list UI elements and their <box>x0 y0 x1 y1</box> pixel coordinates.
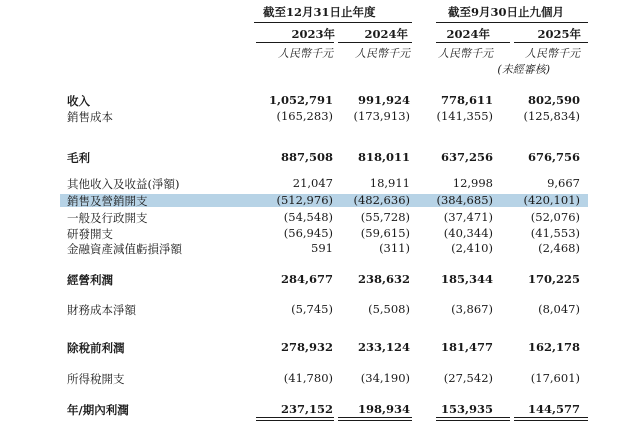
row-value: (27,542) <box>443 371 493 385</box>
row-value: (2,410) <box>451 241 493 255</box>
total-double-underline-2a <box>338 417 412 418</box>
year-2025: 2025年 <box>537 27 581 41</box>
row-value: 284,677 <box>280 272 333 286</box>
row-value: 170,225 <box>527 272 580 286</box>
row-value: (40,344) <box>443 226 493 240</box>
row-value: (5,508) <box>368 302 410 316</box>
unaudited-note: (未經審核) <box>497 63 550 76</box>
total-double-underline-4a <box>514 417 588 418</box>
row-label: 財務成本淨額 <box>67 303 136 317</box>
row-value: 198,934 <box>357 402 410 416</box>
row-value: 887,508 <box>280 150 333 164</box>
total-double-underline-1a <box>256 417 334 418</box>
row-value: (311) <box>379 241 410 255</box>
row-label: 收入 <box>67 94 90 108</box>
row-value: (420,101) <box>523 193 580 207</box>
row-label: 所得稅開支 <box>67 372 125 386</box>
row-value: 802,590 <box>527 93 580 107</box>
total-double-underline-4b <box>514 420 588 421</box>
row-label: 經營利潤 <box>67 273 113 287</box>
row-value: 9,667 <box>547 176 580 190</box>
year-2024-annual: 2024年 <box>364 27 408 41</box>
row-value: (482,636) <box>353 193 410 207</box>
row-value: (34,190) <box>360 371 410 385</box>
header-underline-nine-months <box>436 22 588 23</box>
row-value: 144,577 <box>527 402 580 416</box>
row-value: 237,152 <box>280 402 333 416</box>
total-double-underline-3a <box>436 417 510 418</box>
period-header-annual: 截至12月31日止年度 <box>263 5 376 19</box>
row-value: (37,471) <box>443 210 493 224</box>
year-underline-3 <box>436 42 510 43</box>
row-value: 162,178 <box>527 340 580 354</box>
total-double-underline-1b <box>256 420 334 421</box>
total-double-underline-2b <box>338 420 412 421</box>
row-value: 12,998 <box>452 176 493 190</box>
row-value: 21,047 <box>292 176 333 190</box>
row-value: (384,685) <box>436 193 493 207</box>
total-double-underline-3b <box>436 420 510 421</box>
row-value: (141,355) <box>436 109 493 123</box>
row-label: 金融資產減值虧損淨額 <box>67 242 182 256</box>
row-label: 研發開支 <box>67 227 113 241</box>
row-value: (54,548) <box>283 210 333 224</box>
row-label: 一般及行政開支 <box>67 211 148 225</box>
row-value: 181,477 <box>440 340 493 354</box>
row-value: (17,601) <box>530 371 580 385</box>
unit-2025: 人民幣千元 <box>525 47 580 60</box>
row-value: 591 <box>311 241 333 255</box>
year-2023: 2023年 <box>291 27 335 41</box>
year-underline-4 <box>514 42 588 43</box>
year-underline-2 <box>338 42 412 43</box>
row-value: (41,780) <box>283 371 333 385</box>
row-value: 991,924 <box>357 93 410 107</box>
row-value: (5,745) <box>291 302 333 316</box>
unit-2024-nine-months: 人民幣千元 <box>438 47 493 60</box>
row-value: (59,615) <box>360 226 410 240</box>
row-value: (173,913) <box>353 109 410 123</box>
row-value: (52,076) <box>530 210 580 224</box>
year-underline-1 <box>256 42 334 43</box>
row-value: (512,976) <box>276 193 333 207</box>
row-label: 毛利 <box>67 151 90 165</box>
row-value: 818,011 <box>357 150 410 164</box>
row-value: 637,256 <box>440 150 493 164</box>
row-value: 676,756 <box>527 150 580 164</box>
row-value: 153,935 <box>440 402 493 416</box>
row-value: 278,932 <box>280 340 333 354</box>
row-value: 238,632 <box>357 272 410 286</box>
row-label: 其他收入及收益(淨額) <box>67 177 180 191</box>
header-underline-annual <box>254 22 412 23</box>
row-value: 778,611 <box>440 93 493 107</box>
row-value: (8,047) <box>538 302 580 316</box>
row-label: 銷售及營銷開支 <box>67 194 148 208</box>
unit-2023: 人民幣千元 <box>278 47 333 60</box>
row-label: 年/期內利潤 <box>67 403 129 417</box>
unit-2024-annual: 人民幣千元 <box>355 47 410 60</box>
row-label: 銷售成本 <box>67 110 113 124</box>
row-value: (56,945) <box>283 226 333 240</box>
row-value: (41,553) <box>530 226 580 240</box>
row-value: 233,124 <box>357 340 410 354</box>
row-value: 18,911 <box>369 176 410 190</box>
row-value: (55,728) <box>360 210 410 224</box>
row-value: (125,834) <box>523 109 580 123</box>
row-value: 1,052,791 <box>268 93 333 107</box>
year-2024-nine-months: 2024年 <box>446 27 490 41</box>
row-label: 除稅前利潤 <box>67 341 125 355</box>
row-value: (165,283) <box>276 109 333 123</box>
row-value: 185,344 <box>440 272 493 286</box>
period-header-nine-months: 截至9月30日止九個月 <box>448 5 565 19</box>
row-value: (3,867) <box>451 302 493 316</box>
row-value: (2,468) <box>538 241 580 255</box>
